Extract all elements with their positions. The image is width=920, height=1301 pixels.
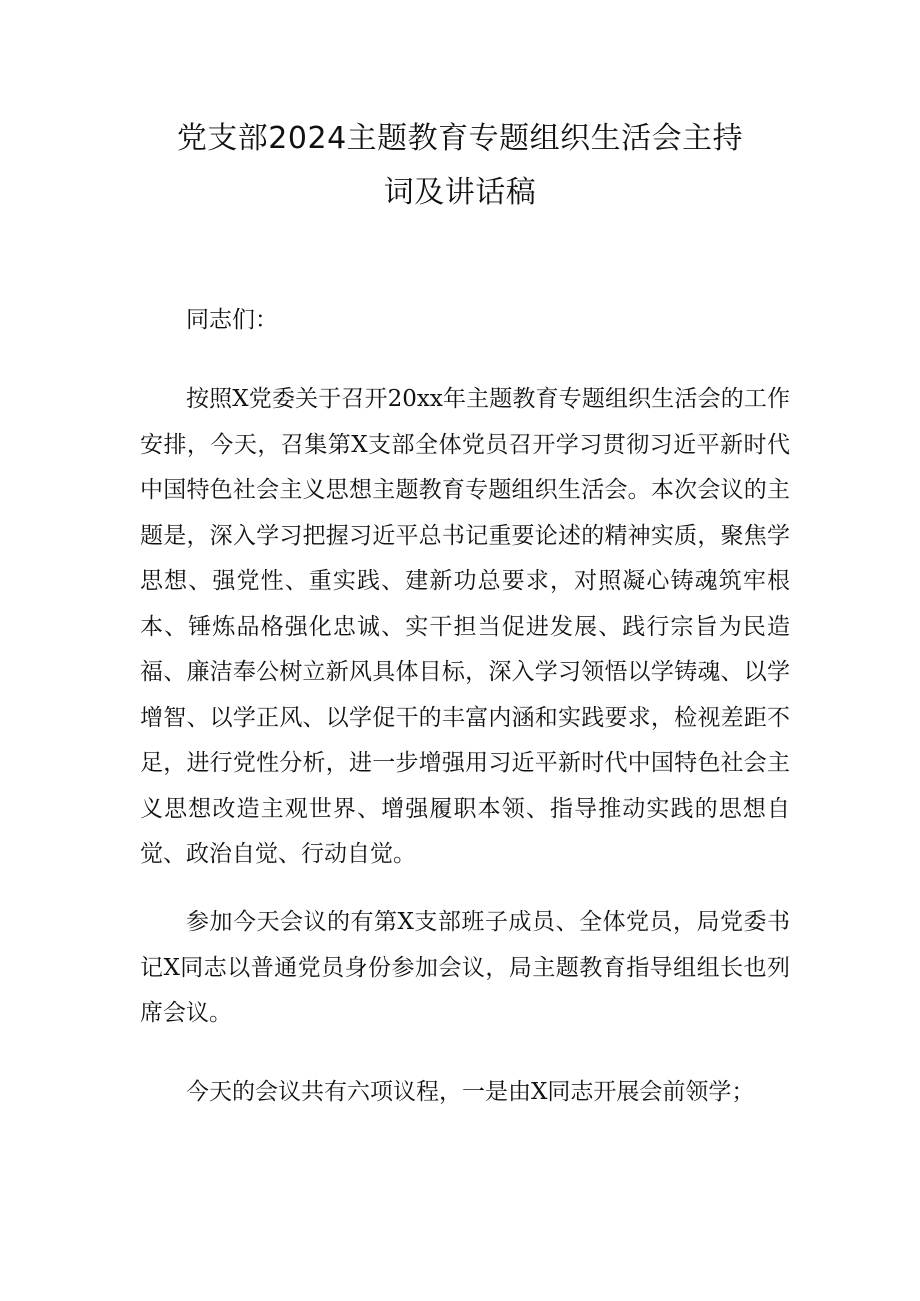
document-title (150, 112, 770, 220)
paragraph-attendees: 参加今天会议的有第X支部班子成员、全体党员，局党委书记X同志以普通党员身份参加会议，局主题教育指导组组长也列席会议。 (140, 909, 790, 1026)
salutation: 同志们： (186, 307, 278, 333)
title-line-1: 党支部2024主题教育专题组织生活会主持 (176, 121, 744, 156)
paragraph-meeting-purpose: 按照X党委关于召开20xx年主题教育专题组织生活会的工作安排，今天，召集第X支部全体党员召开学习贯彻习近平新时代中国特色社会主义思想主题教育专题组织生活会。本次会议的主题是，深入学习把握习近平总书记重要论述的精神实质，聚焦学思想、强党性、重实践、建新功总要求，对照凝心铸魂筑牢根本、锤炼品格强化忠诚、实干担当促进发展、践行宗旨为民造福、廉洁奉公树立新风具体目标，深入学习领悟以学铸魂、以学增智、以学正风、以学促干的丰富内涵和实践要求，检视差距不足，进行党性分析，进一步增强用习近平新时代中国特色社会主义思想改造主观世界、增强履职本领、指导推动实践的思想自觉、政治自觉、行动自觉。 (140, 386, 790, 867)
title-line-2: 词及讲话稿 (383, 175, 537, 210)
paragraph-agenda: 今天的会议共有六项议程，一是由X同志开展会前领学； (186, 1079, 755, 1105)
